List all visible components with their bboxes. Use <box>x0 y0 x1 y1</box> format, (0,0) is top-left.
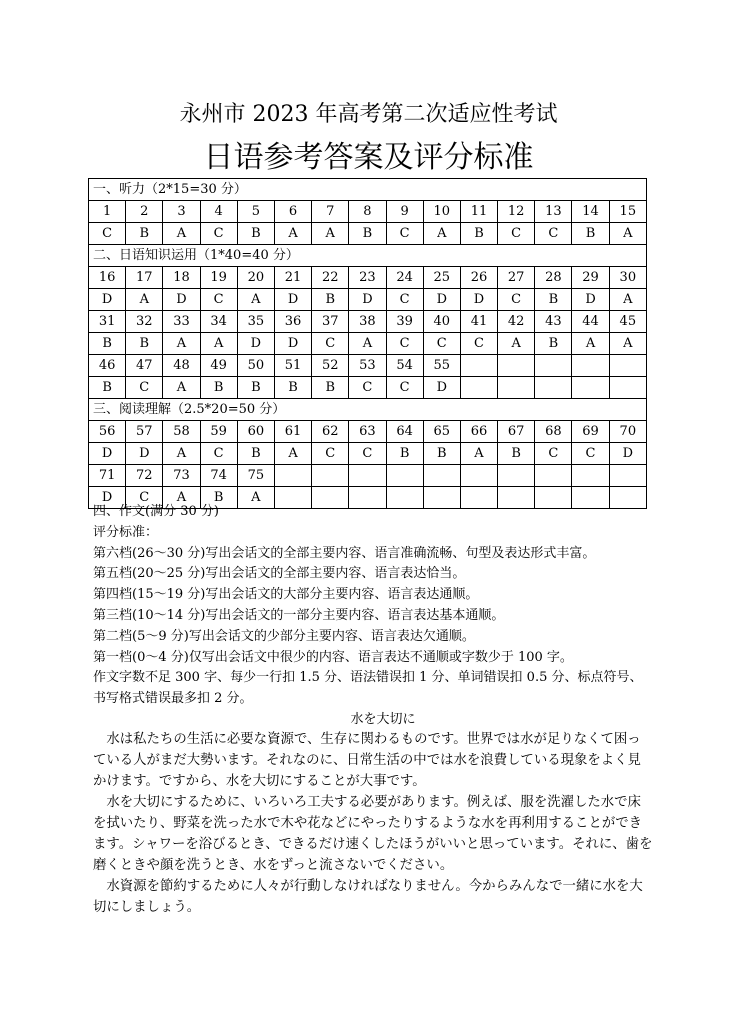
question-number-cell: 37 <box>312 311 349 333</box>
answer-cell: C <box>535 443 572 465</box>
criteria-level: 第二档(5～9 分)写出会话文的少部分主要内容、语言表达欠通顺。 <box>93 628 475 644</box>
question-number-cell: 69 <box>572 421 609 443</box>
question-number-cell <box>498 355 535 377</box>
answer-cell: B <box>274 377 311 399</box>
answer-cell: B <box>423 443 460 465</box>
answer-cell: A <box>126 289 163 311</box>
question-number-cell: 25 <box>423 267 460 289</box>
answer-cell: D <box>274 289 311 311</box>
question-number-cell: 18 <box>163 267 200 289</box>
answer-cell: D <box>423 289 460 311</box>
question-number-cell: 20 <box>237 267 274 289</box>
question-number-cell: 59 <box>200 421 237 443</box>
question-number-cell: 14 <box>572 201 609 223</box>
question-number-row <box>89 421 647 443</box>
writing-section <box>93 502 653 731</box>
question-number-cell: 9 <box>386 201 423 223</box>
criteria-level: 第五档(20～25 分)写出会话文的全部主要内容、语言表达恰当。 <box>93 566 466 582</box>
answer-row <box>89 289 647 311</box>
question-number-cell: 74 <box>200 465 237 487</box>
answer-cell: A <box>572 333 609 355</box>
answer-cell: C <box>126 377 163 399</box>
answer-cell: B <box>200 377 237 399</box>
question-number-cell: 65 <box>423 421 460 443</box>
question-number-cell: 60 <box>237 421 274 443</box>
question-number-cell: 32 <box>126 311 163 333</box>
question-number-cell: 36 <box>274 311 311 333</box>
essay-title: 水を大切に <box>350 711 416 727</box>
question-number-cell <box>386 465 423 487</box>
question-number-cell <box>572 465 609 487</box>
answer-cell: D <box>274 333 311 355</box>
answer-cell: B <box>237 223 274 245</box>
question-number-cell <box>460 355 497 377</box>
question-number-cell: 40 <box>423 311 460 333</box>
answer-cell: D <box>89 289 126 311</box>
question-number-cell: 52 <box>312 355 349 377</box>
question-number-cell: 11 <box>460 201 497 223</box>
answer-cell: B <box>349 223 386 245</box>
answer-cell: A <box>163 443 200 465</box>
question-number-cell: 45 <box>609 311 646 333</box>
answer-cell: C <box>89 223 126 245</box>
question-number-cell: 17 <box>126 267 163 289</box>
question-number-cell: 28 <box>535 267 572 289</box>
question-number-cell: 58 <box>163 421 200 443</box>
question-number-cell <box>572 355 609 377</box>
answer-cell: B <box>535 333 572 355</box>
answer-cell: C <box>386 333 423 355</box>
question-number-cell: 64 <box>386 421 423 443</box>
question-number-cell: 57 <box>126 421 163 443</box>
answer-cell: B <box>498 443 535 465</box>
answer-cell <box>498 377 535 399</box>
question-number-cell: 13 <box>535 201 572 223</box>
question-number-cell: 47 <box>126 355 163 377</box>
answer-cell: A <box>237 289 274 311</box>
answer-cell: D <box>237 333 274 355</box>
question-number-cell <box>423 465 460 487</box>
answer-cell: A <box>423 223 460 245</box>
answer-cell: C <box>423 333 460 355</box>
answer-cell: D <box>89 487 126 509</box>
answer-cell: A <box>312 223 349 245</box>
question-number-cell: 29 <box>572 267 609 289</box>
essay-paragraph: 水は私たちの生活に必要な資源で、生存に関わるものです。世界では水が足りなくて困っている人がまだ大勢います。それなのに、日常生活の中では水を浪費している現象をよく見かけます。ですから、水を大切にすることが大事です。 <box>93 732 641 789</box>
question-number-cell <box>349 465 386 487</box>
criteria-label: 评分标准： <box>93 524 159 540</box>
essay-paragraph: 水を大切にするために、いろいろ工夫する必要があります。例えば、服を洗濯した水で床を拭いたり、野菜を洗った水で木や花などにやったりするような水を再利用することができます。シャワーを浴びるとき、できるだけ速くしたほうがいいと思っています。それに、歯を磨くときや顔を洗うとき、水をずっと流さないでください。 <box>93 795 653 873</box>
question-number-cell: 49 <box>200 355 237 377</box>
question-number-cell: 33 <box>163 311 200 333</box>
question-number-cell: 48 <box>163 355 200 377</box>
question-number-row <box>89 311 647 333</box>
question-number-cell: 70 <box>609 421 646 443</box>
question-number-cell: 24 <box>386 267 423 289</box>
question-number-cell: 46 <box>89 355 126 377</box>
question-number-cell: 66 <box>460 421 497 443</box>
answer-cell: A <box>163 223 200 245</box>
question-number-cell: 26 <box>460 267 497 289</box>
answer-cell: D <box>126 443 163 465</box>
question-number-cell: 67 <box>498 421 535 443</box>
question-number-cell: 42 <box>498 311 535 333</box>
deduction-rule: 作文字数不足 300 字、每少一行扣 1.5 分、语法错误扣 1 分、单词错误扣 0.5 分、标点符号、 <box>93 670 643 686</box>
answer-cell: C <box>200 443 237 465</box>
answer-cell: A <box>609 333 646 355</box>
answer-cell: A <box>498 333 535 355</box>
question-number-cell: 4 <box>200 201 237 223</box>
answer-cell: C <box>312 333 349 355</box>
deduction-rule: 书写格式错误最多扣 2 分。 <box>93 691 253 707</box>
answer-cell: C <box>126 487 163 509</box>
answer-cell: B <box>312 289 349 311</box>
question-number-cell: 41 <box>460 311 497 333</box>
answer-cell: C <box>460 333 497 355</box>
question-number-cell: 12 <box>498 201 535 223</box>
question-number-cell: 34 <box>200 311 237 333</box>
answer-cell: C <box>312 443 349 465</box>
question-number-cell: 39 <box>386 311 423 333</box>
document-subtitle: 日语参考答案及评分标准 <box>203 140 534 175</box>
section-knowledge-heading: 二、日语知识运用（1*40=40 分） <box>89 245 647 267</box>
answer-cell: A <box>163 333 200 355</box>
answer-cell: B <box>312 377 349 399</box>
criteria-level: 第六档(26～30 分)写出会话文的全部主要内容、语言准确流畅、句型及表达形式丰富。 <box>93 545 596 561</box>
answer-cell: B <box>237 377 274 399</box>
question-number-cell: 56 <box>89 421 126 443</box>
question-number-cell <box>609 465 646 487</box>
answer-cell: D <box>349 289 386 311</box>
question-number-cell: 16 <box>89 267 126 289</box>
question-number-cell: 6 <box>274 201 311 223</box>
question-number-cell <box>535 465 572 487</box>
answer-cell: C <box>535 223 572 245</box>
question-number-row <box>89 201 647 223</box>
question-number-cell: 7 <box>312 201 349 223</box>
question-number-cell <box>312 465 349 487</box>
answer-cell: C <box>386 223 423 245</box>
answer-cell: D <box>163 289 200 311</box>
answer-cell <box>535 377 572 399</box>
section-listening-heading: 一、听力（2*15=30 分） <box>89 179 647 201</box>
question-number-cell <box>535 355 572 377</box>
question-number-cell: 22 <box>312 267 349 289</box>
answer-cell: C <box>200 289 237 311</box>
section-header-row <box>89 179 647 201</box>
question-number-cell <box>460 465 497 487</box>
answer-row <box>89 443 647 465</box>
question-number-cell: 35 <box>237 311 274 333</box>
question-number-cell: 54 <box>386 355 423 377</box>
question-number-cell: 10 <box>423 201 460 223</box>
criteria-level: 第四档(15～19 分)写出会话文的大部分主要内容、语言表达通顺。 <box>93 587 479 603</box>
question-number-row <box>89 355 647 377</box>
question-number-cell: 71 <box>89 465 126 487</box>
answer-row <box>89 333 647 355</box>
answer-cell: B <box>200 487 237 509</box>
question-number-row <box>89 465 647 487</box>
section-header-row <box>89 245 647 267</box>
question-number-cell: 63 <box>349 421 386 443</box>
answer-cell: C <box>200 223 237 245</box>
answer-cell: B <box>237 443 274 465</box>
question-number-row <box>89 267 647 289</box>
question-number-cell: 44 <box>572 311 609 333</box>
question-number-cell: 30 <box>609 267 646 289</box>
answer-cell: D <box>89 443 126 465</box>
question-number-cell: 2 <box>126 201 163 223</box>
answer-cell: C <box>498 223 535 245</box>
answer-cell <box>572 377 609 399</box>
answer-cell: D <box>460 289 497 311</box>
section-header-row <box>89 399 647 421</box>
answer-cell: B <box>89 377 126 399</box>
answer-cell: A <box>237 487 274 509</box>
exam-title: 永州市 2023 年高考第二次适应性考试 <box>179 102 558 127</box>
question-number-cell: 43 <box>535 311 572 333</box>
answer-cell: B <box>572 223 609 245</box>
answer-cell <box>460 377 497 399</box>
answer-cell: B <box>126 333 163 355</box>
question-number-cell: 27 <box>498 267 535 289</box>
answer-table <box>88 178 647 509</box>
essay-paragraph: 水資源を節約するために人々が行動しなければなりません。今からみんなで一緒に水を大切にしましょう。 <box>93 879 643 915</box>
answer-cell: A <box>460 443 497 465</box>
criteria-level: 第一档(0～4 分)仅写出会话文中很少的内容、语言表达不通顺或字数少于 100 字。 <box>93 649 573 665</box>
answer-cell: C <box>386 377 423 399</box>
sample-essay <box>93 729 653 918</box>
answer-row <box>89 223 647 245</box>
question-number-cell: 3 <box>163 201 200 223</box>
answer-cell: A <box>609 223 646 245</box>
answer-cell: C <box>572 443 609 465</box>
answer-cell: A <box>609 289 646 311</box>
criteria-level: 第三档(10～14 分)写出会话文的一部分主要内容、语言表达基本通顺。 <box>93 607 505 623</box>
answer-cell: C <box>349 443 386 465</box>
question-number-cell: 8 <box>349 201 386 223</box>
question-number-cell: 50 <box>237 355 274 377</box>
answer-cell: B <box>126 223 163 245</box>
question-number-cell: 62 <box>312 421 349 443</box>
answer-cell: B <box>460 223 497 245</box>
question-number-cell: 38 <box>349 311 386 333</box>
question-number-cell: 21 <box>274 267 311 289</box>
answer-cell: B <box>535 289 572 311</box>
answer-cell: A <box>163 377 200 399</box>
answer-cell: D <box>423 377 460 399</box>
question-number-cell: 61 <box>274 421 311 443</box>
answer-cell: A <box>349 333 386 355</box>
answer-cell <box>609 377 646 399</box>
question-number-cell: 72 <box>126 465 163 487</box>
answer-cell: A <box>274 223 311 245</box>
question-number-cell <box>609 355 646 377</box>
answer-cell: D <box>609 443 646 465</box>
question-number-cell: 31 <box>89 311 126 333</box>
writing-heading: 四、作文(满分 30 分) <box>93 504 219 519</box>
answer-cell: C <box>349 377 386 399</box>
answer-cell: B <box>386 443 423 465</box>
question-number-cell <box>498 465 535 487</box>
question-number-cell: 1 <box>89 201 126 223</box>
answer-cell: A <box>163 487 200 509</box>
question-number-cell: 55 <box>423 355 460 377</box>
answer-cell: A <box>200 333 237 355</box>
answer-cell: A <box>274 443 311 465</box>
answer-row <box>89 377 647 399</box>
answer-cell: C <box>498 289 535 311</box>
question-number-cell: 73 <box>163 465 200 487</box>
question-number-cell: 5 <box>237 201 274 223</box>
question-number-cell <box>274 465 311 487</box>
answer-cell: C <box>386 289 423 311</box>
question-number-cell: 51 <box>274 355 311 377</box>
question-number-cell: 75 <box>237 465 274 487</box>
question-number-cell: 23 <box>349 267 386 289</box>
question-number-cell: 53 <box>349 355 386 377</box>
answer-cell: B <box>89 333 126 355</box>
question-number-cell: 15 <box>609 201 646 223</box>
question-number-cell: 68 <box>535 421 572 443</box>
section-reading-heading: 三、阅读理解（2.5*20=50 分） <box>89 399 647 421</box>
answer-cell: D <box>572 289 609 311</box>
question-number-cell: 19 <box>200 267 237 289</box>
